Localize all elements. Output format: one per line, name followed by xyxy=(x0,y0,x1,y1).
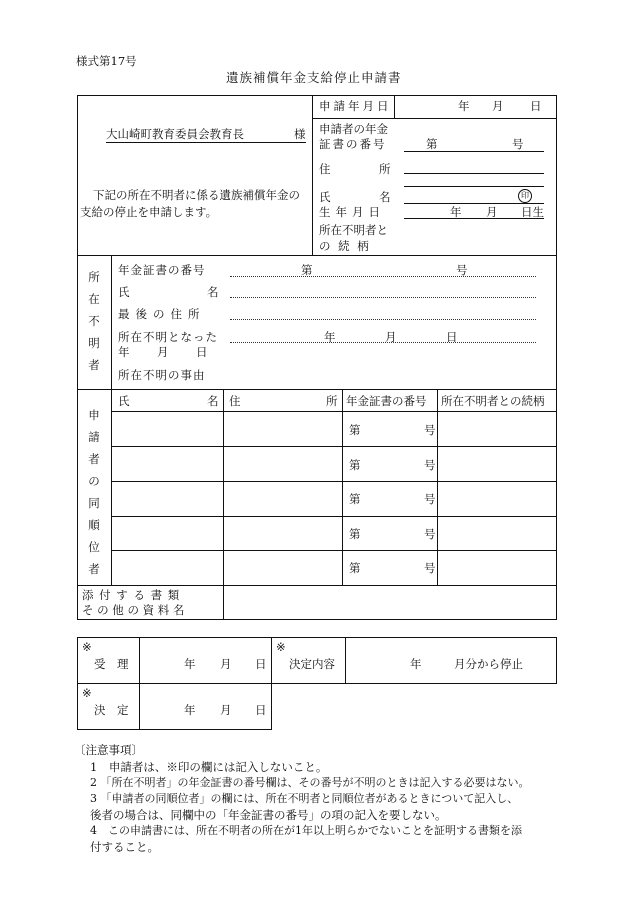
row-2-pension-prefix: 第 xyxy=(349,458,361,472)
decision-day: 日 xyxy=(255,703,267,717)
successors-side-label: 申請者の同順位者 xyxy=(88,408,100,576)
row-3-pension-prefix: 第 xyxy=(349,492,361,506)
application-date-year: 年 xyxy=(458,99,470,113)
applicant-pension-number-suffix: 号 xyxy=(512,137,524,151)
missing-name-label-a: 氏 xyxy=(118,285,130,299)
decision-mark: ※ xyxy=(82,686,92,700)
decision-label: 決 定 xyxy=(94,703,129,717)
missing-date-month: 月 xyxy=(385,330,397,344)
applicant-name-field[interactable] xyxy=(404,203,544,204)
relation-to-missing-label: 所在不明者と xyxy=(319,223,388,237)
applicant-address-label-b: 所 xyxy=(379,162,391,176)
decision-content-label: 決定内容 xyxy=(289,657,335,671)
stop-from-year: 年 xyxy=(410,657,422,671)
applicant-name-label-a: 氏 xyxy=(319,190,331,204)
addressee-honorific: 様 xyxy=(294,127,306,141)
applicant-birth-year: 年 xyxy=(450,205,462,219)
row-4-pension-suffix: 号 xyxy=(424,527,436,541)
applicant-birth-date-field[interactable] xyxy=(404,218,544,219)
application-date-month: 月 xyxy=(492,99,504,113)
applicant-address-label-a: 住 xyxy=(319,162,331,176)
seal-mark: 印 xyxy=(518,189,532,203)
applicant-birth-day: 日生 xyxy=(521,205,544,219)
receipt-label: 受 理 xyxy=(94,657,129,671)
stop-from-label: 月分から停止 xyxy=(454,657,523,671)
receipt-day: 日 xyxy=(255,657,267,671)
addressee: 大山崎町教育委員会教育長 xyxy=(106,127,244,141)
row-1-pension-prefix: 第 xyxy=(349,423,361,437)
note-4-continued: 付すること。 xyxy=(90,840,159,854)
attachments-label: 添 付 す る 書 類 xyxy=(82,588,181,602)
missing-name-field[interactable] xyxy=(230,297,536,298)
statement-line-1: 下記の所在不明者に係る遺族補償年金の xyxy=(93,188,300,202)
decision-content-mark: ※ xyxy=(276,640,286,654)
notes-heading: 〔注意事項〕 xyxy=(74,743,143,757)
receipt-year: 年 xyxy=(184,657,196,671)
col-name-b: 名 xyxy=(207,394,219,408)
note-3-continued: 後者の場合は、同欄中の「年金証書の番号」の項の記入を要しない。 xyxy=(90,808,447,822)
addressee-underline xyxy=(106,142,306,143)
missing-last-address-label: 最後の住所 xyxy=(118,307,206,321)
note-3: 3 「申請者の同順位者」の欄には、所在不明者と同順位者があるときについて記入し、 xyxy=(90,792,519,805)
applicant-pension-number-prefix: 第 xyxy=(426,137,438,151)
note-1: 1 申請者は、※印の欄には記入しないこと。 xyxy=(90,760,328,774)
applicant-birth-month: 月 xyxy=(486,205,498,219)
col-relation: 所在不明者との続柄 xyxy=(441,394,545,408)
row-2-pension-suffix: 号 xyxy=(424,458,436,472)
applicant-birth-date-label: 生年月日 xyxy=(319,205,385,219)
col-pension-number: 年金証書の番号 xyxy=(346,394,427,408)
form-number: 様式第17号 xyxy=(76,54,137,68)
applicant-pension-number-label: 申請者の年金 xyxy=(319,122,388,136)
note-2: 2 「所在不明者」の年金証書の番号欄は、その番号が不明のときは記入する必要はない。 xyxy=(90,776,530,789)
missing-date-day: 日 xyxy=(446,330,458,344)
missing-date-label-2: 年 月 日 xyxy=(118,345,216,359)
missing-pension-number-label: 年金証書の番号 xyxy=(118,263,206,277)
application-date-label: 申請年月日 xyxy=(319,99,392,113)
row-1-pension-suffix: 号 xyxy=(424,423,436,437)
statement-line-2: 支給の停止を申請します。 xyxy=(80,205,218,219)
col-address-a: 住 xyxy=(229,394,241,408)
applicant-address-field[interactable] xyxy=(404,173,544,174)
receipt-month: 月 xyxy=(220,657,232,671)
missing-name-label-b: 名 xyxy=(207,285,219,299)
missing-pension-number-suffix: 号 xyxy=(456,263,468,277)
decision-year: 年 xyxy=(184,703,196,717)
note-4: 4 この申請書には、所在不明者の所在が1年以上明らかでないことを証明する書類を添 xyxy=(90,824,522,837)
form-title: 遺族補償年金支給停止申請書 xyxy=(226,70,402,85)
applicant-pension-number-field[interactable] xyxy=(404,151,544,152)
missing-date-year: 年 xyxy=(324,330,336,344)
col-name-a: 氏 xyxy=(118,394,130,408)
row-5-pension-suffix: 号 xyxy=(424,561,436,575)
applicant-pension-number-label-2: 証書の番号 xyxy=(319,137,387,151)
row-3-pension-suffix: 号 xyxy=(424,492,436,506)
missing-person-side-label: 所在不明者 xyxy=(88,270,100,372)
row-4-pension-prefix: 第 xyxy=(349,527,361,541)
missing-pension-number-prefix: 第 xyxy=(301,263,313,277)
relation-to-missing-label-2: の 続 柄 xyxy=(319,239,371,253)
decision-month: 月 xyxy=(220,703,232,717)
missing-date-field[interactable] xyxy=(230,342,536,343)
missing-date-label: 所在不明となった xyxy=(118,330,218,344)
col-address-b: 所 xyxy=(326,394,338,408)
receipt-mark: ※ xyxy=(82,640,92,654)
row-5-pension-prefix: 第 xyxy=(349,561,361,575)
missing-last-address-field[interactable] xyxy=(230,319,536,320)
missing-reason-label: 所在不明の事由 xyxy=(118,368,206,382)
application-date-day: 日 xyxy=(530,99,542,113)
attachments-label-2: そ の 他 の 資 料 名 xyxy=(82,603,185,617)
missing-pension-number-field[interactable] xyxy=(230,276,536,277)
applicant-name-label-b: 名 xyxy=(379,190,391,204)
applicant-address-field-2[interactable] xyxy=(404,186,544,187)
